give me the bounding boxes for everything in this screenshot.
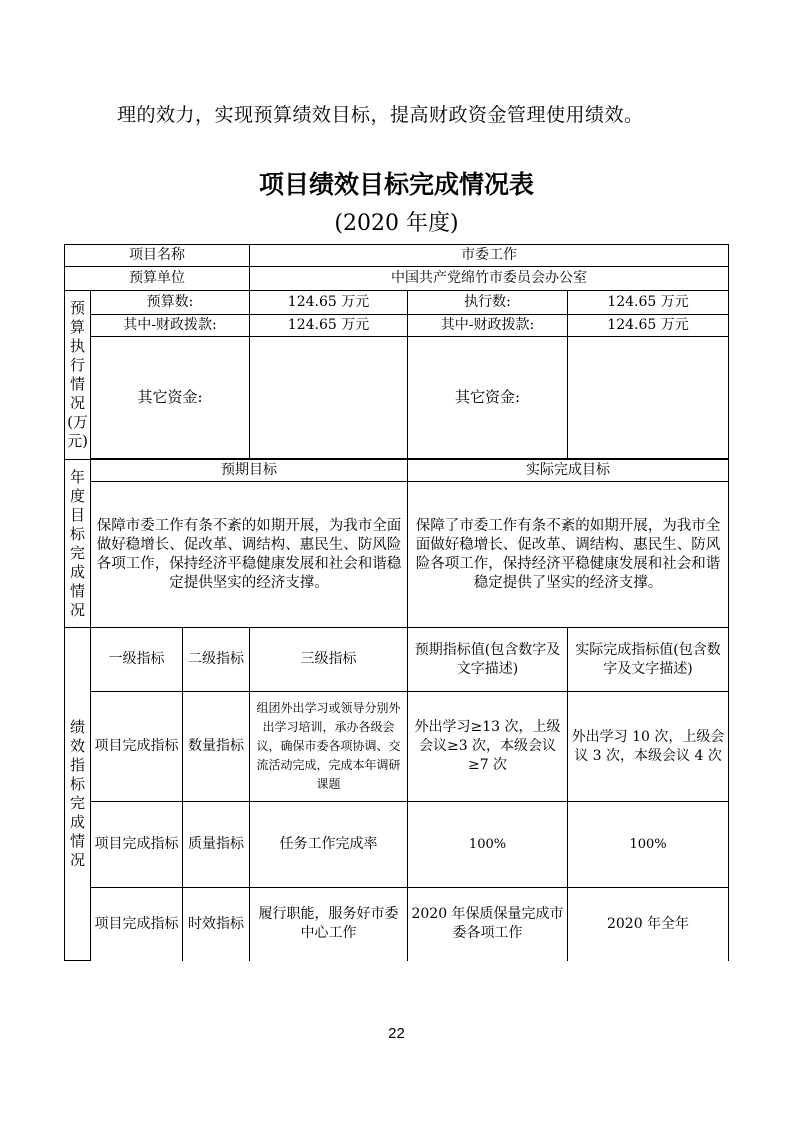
project-name-label: 项目名称 xyxy=(65,245,250,267)
indicator-actual: 2020 年全年 xyxy=(568,888,729,961)
performance-table xyxy=(64,244,729,961)
budget-unit-label: 预算单位 xyxy=(65,267,250,291)
indicator-section-label: 绩 效 指 标 完 成 情 况 xyxy=(65,628,91,961)
table-subtitle: (2020 年度) xyxy=(334,211,459,236)
budget-unit-value: 中国共产党绵竹市委员会办公室 xyxy=(250,267,729,291)
fiscal-value-right: 124.65 万元 xyxy=(568,315,729,337)
annual-section-label: 年 度 目 标 完 成 情 况 xyxy=(65,460,91,628)
other-funds-value-left xyxy=(250,337,408,459)
fiscal-label-right: 其中-财政拨款: xyxy=(408,315,568,337)
indicator-level2: 时效指标 xyxy=(183,888,250,961)
executed-value: 124.65 万元 xyxy=(568,291,729,315)
indicator-header: 二级指标 xyxy=(183,628,250,692)
indicator-header: 实际完成指标值(包含数字及文字描述) xyxy=(568,628,729,692)
expected-goal-header: 预期目标 xyxy=(91,460,408,482)
table-title: 项目绩效目标完成情况表 xyxy=(258,170,534,199)
indicator-actual: 100% xyxy=(568,802,729,888)
intro-line: 理的效力，实现预算绩效目标，提高财政资金管理使用绩效。 xyxy=(117,104,644,126)
page-number: 22 xyxy=(388,1025,405,1042)
budget-value: 124.65 万元 xyxy=(250,291,408,315)
exec-section-label: 预 算 执 行 情 况 (万 元) xyxy=(65,291,91,460)
indicator-level1: 项目完成指标 xyxy=(91,888,183,961)
fiscal-label-left: 其中-财政拨款: xyxy=(91,315,250,337)
actual-goal-header: 实际完成目标 xyxy=(408,460,729,482)
indicator-level3: 组团外出学习或领导分别外出学习培训，承办各级会议，确保市委各项协调、交流活动完成，完成本年调研课题 xyxy=(250,692,408,802)
indicator-header: 预期指标值(包含数字及文字描述) xyxy=(408,628,568,692)
other-funds-label-right: 其它资金: xyxy=(408,337,568,459)
actual-goal-text: 保障了市委工作有条不紊的如期开展，为我市全面做好稳增长、促改革、调结构、惠民生、防风险各项工作，保持经济平稳健康发展和社会和谐稳定提供了坚实的经济支撑。 xyxy=(408,482,729,628)
other-funds-value-right xyxy=(568,337,729,459)
indicator-level3: 履行职能，服务好市委中心工作 xyxy=(250,888,408,961)
indicator-expected: 2020 年保质保量完成市委各项工作 xyxy=(408,888,568,961)
indicator-expected: 100% xyxy=(408,802,568,888)
indicator-expected: 外出学习≥13 次，上级会议≥3 次，本级会议≥7 次 xyxy=(408,692,568,802)
executed-label: 执行数: xyxy=(408,291,568,315)
expected-goal-text: 保障市委工作有条不紊的如期开展，为我市全面做好稳增长、促改革、调结构、惠民生、防风险各项工作，保持经济平稳健康发展和社会和谐稳定提供坚实的经济支撑。 xyxy=(91,482,408,628)
indicator-header: 一级指标 xyxy=(91,628,183,692)
indicator-level2: 质量指标 xyxy=(183,802,250,888)
indicator-actual: 外出学习 10 次，上级会议 3 次，本级会议 4 次 xyxy=(568,692,729,802)
budget-label: 预算数: xyxy=(91,291,250,315)
indicator-level3: 任务工作完成率 xyxy=(250,802,408,888)
indicator-header: 三级指标 xyxy=(250,628,408,692)
indicator-level1: 项目完成指标 xyxy=(91,802,183,888)
indicator-level2: 数量指标 xyxy=(183,692,250,802)
project-name-value: 市委工作 xyxy=(250,245,729,267)
indicator-level1: 项目完成指标 xyxy=(91,692,183,802)
fiscal-value-left: 124.65 万元 xyxy=(250,315,408,337)
other-funds-label-left: 其它资金: xyxy=(91,337,250,459)
